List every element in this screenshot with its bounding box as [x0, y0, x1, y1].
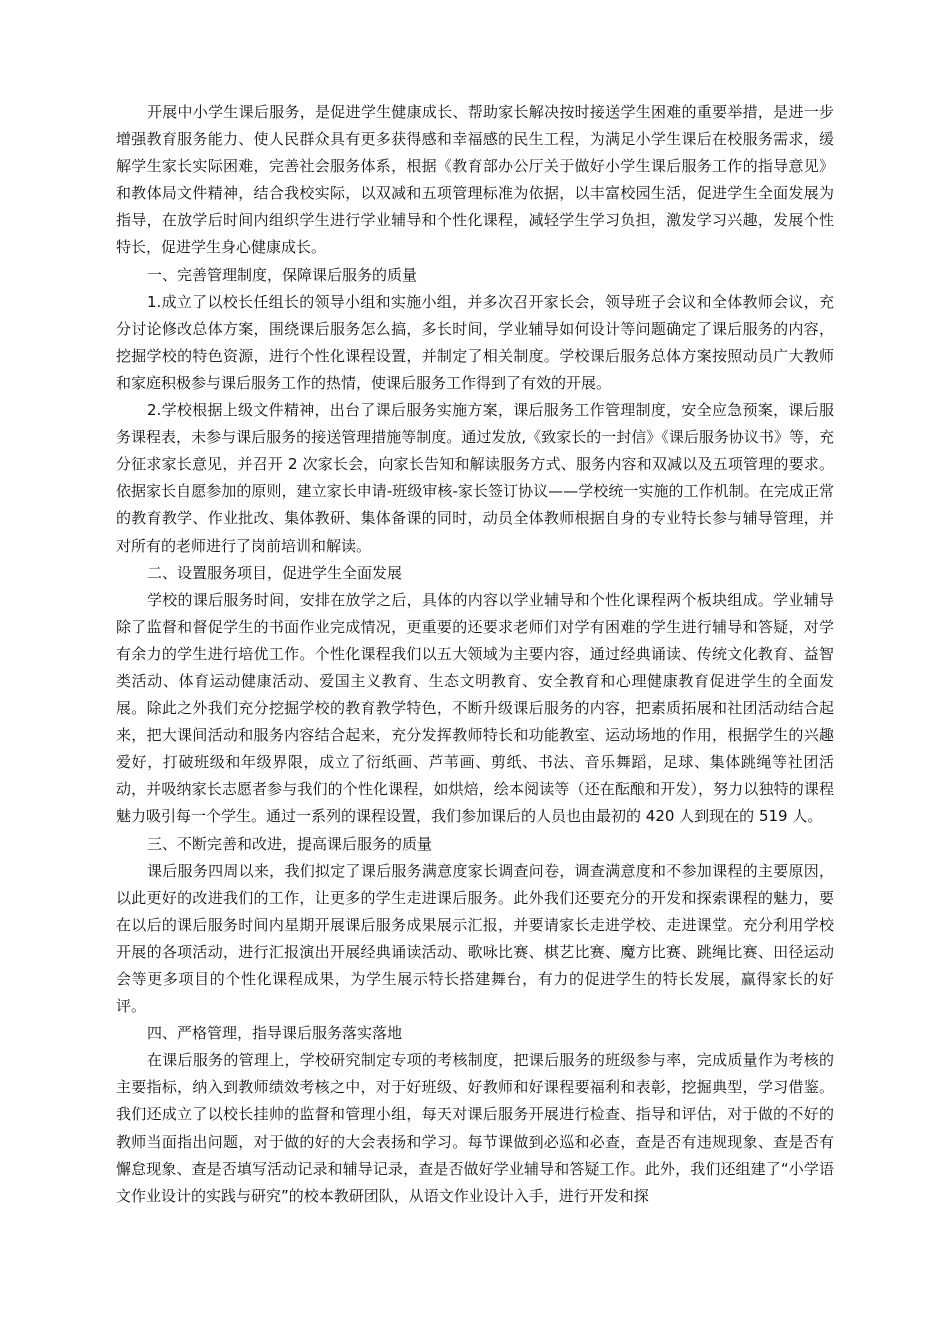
intro-paragraph: 开展中小学生课后服务，是促进学生健康成长、帮助家长解决按时接送学生困难的重要举措，是进一步增强教育服务能力、使人民群众具有更多获得感和幸福感的民生工程，为满足小学生课后在校服务需求，缓解学生家长实际困难，完善社会服务体系，根据《教育部办公厅关于做好小学生课后服务工作的指导意见》和教体局文件精神，结合我校实际，以双减和五项管理标准为依据，以丰富校园生活，促进学生全面发展为指导，在放学后时间内组织学生进行学业辅导和个性化课程，减轻学生学习负担，激发学习兴趣，发展个性特长，促进学生身心健康成长。: [116, 103, 834, 257]
section-3-heading: 三、不断完善和改进，提高课后服务的质量: [147, 834, 433, 853]
section-2-paragraph-1: 学校的课后服务时间，安排在放学之后，具体的内容以学业辅导和个性化课程两个板块组成。学业辅导除了监督和督促学生的书面作业完成情况，更重要的还要求老师们对学有困难的学生进行辅导和答疑，对学有余力的学生进行培优工作。个性化课程我们以五大领域为主要内容，通过经典诵读、传统文化教育、益智类活动、体育运动健康活动、爱国主义教育、生态文明教育、安全教育和心理健康教育促进学生的全面发展。除此之外我们充分挖掘学校的教育教学特色，不断升级课后服务的内容，把素质拓展和社团活动结合起来，把大课间活动和服务内容结合起来，充分发挥教师特长和功能教室、运动场地的作用，根据学生的兴趣爱好，打破班级和年级界限，成立了衍纸画、芦苇画、剪纸、书法、音乐舞蹈，足球、集体跳绳等社团活动，并吸纳家长志愿者参与我们的个性化课程，如烘焙，绘本阅读等（还在酝酿和开发），努力以独特的课程魅力吸引每一个学生。通过一系列的课程设置，我们参加课后的人员也由最初的 420 人到现在的 519 人。: [116, 590, 834, 826]
section-1-paragraph-1: 1.成立了以校长任组长的领导小组和实施小组，并多次召开家长会，领导班子会议和全体教师会议，充分讨论修改总体方案，围绕课后服务怎么搞，多长时间，学业辅导如何设计等问题确定了课后服务的内容，挖掘学校的特色资源，进行个性化课程设置，并制定了相关制度。学校课后服务总体方案按照动员广大教师和家庭积极参与课后服务工作的热情，使课后服务工作得到了有效的开展。: [116, 292, 834, 392]
section-4-paragraph-1: 在课后服务的管理上，学校研究制定专项的考核制度，把课后服务的班级参与率，完成质量作为考核的主要指标，纳入到教师绩效考核之中，对于好班级、好教师和好课程要福利和表彰，挖掘典型，学习借鉴。我们还成立了以校长挂帅的监督和管理小组，每天对课后服务开展进行检查、指导和评估，对于做的不好的教师当面指出问题，对于做的好的大会表扬和学习。每节课做到必巡和必查，查是否有违规现象、查是否有懈怠现象、查是否填写活动记录和辅导记录，查是否做好学业辅导和答疑工作。此外，我们还组建了“小学语文作业设计的实践与研究”的校本教研团队，从语文作业设计入手，进行开发和探: [116, 1051, 834, 1205]
section-3-paragraph-1: 课后服务四周以来，我们拟定了课后服务满意度家长调查问卷，调查满意度和不参加课程的主要原因，以此更好的改进我们的工作，让更多的学生走进课后服务。此外我们还要充分的开发和探索课程的魅力，要在以后的课后服务时间内星期开展课后服务成果展示汇报，并要请家长走进学校、走进课堂。充分利用学校开展的各项活动，进行汇报演出开展经典诵读活动、歌咏比赛、棋艺比赛、魔方比赛、跳绳比赛、田径运动会等更多项目的个性化课程成果，为学生展示特长搭建舞台，有力的促进学生的特长发展，赢得家长的好评。: [116, 861, 834, 1016]
section-4-heading: 四、严格管理，指导课后服务落实落地: [147, 1024, 403, 1043]
document-body: [116, 99, 834, 1210]
section-1-paragraph-2: 2.学校根据上级文件精神，出台了课后服务实施方案，课后服务工作管理制度，安全应急预案，课后服务课程表，未参与课后服务的接送管理措施等制度。通过发放,《致家长的一封信》《课后服务协议书》等，充分征求家长意见，并召开 2 次家长会，向家长告知和解读服务方式、服务内容和双减以及五项管理的要求。依据家长自愿参加的原则，建立家长申请-班级审核-家长签订协议——学校统一实施的工作机制。在完成正常的教育教学、作业批改、集体教研、集体备课的同时，动员全体教师根据自身的专业特长参与辅导管理，并对所有的老师进行了岗前培训和解读。: [116, 401, 834, 555]
section-1-heading: 一、完善管理制度，保障课后服务的质量: [147, 265, 418, 284]
section-2-heading: 二、设置服务项目，促进学生全面发展: [147, 563, 403, 582]
